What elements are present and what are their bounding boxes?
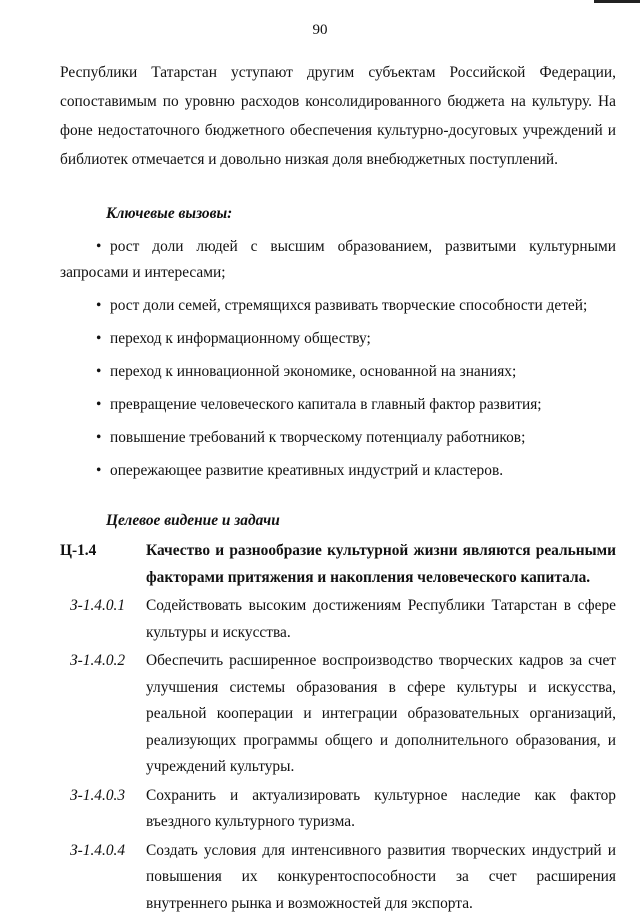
list-item (60, 458, 616, 484)
target-heading: Целевое видение и задачи (106, 512, 280, 529)
task-row (60, 648, 616, 781)
bullet-icon: • (96, 462, 102, 479)
document-body (60, 58, 616, 919)
goal-code: Ц-1.4 (60, 542, 97, 559)
task-code: З-1.4.0.4 (70, 841, 126, 859)
list-item-text: переход к информационному обществу; (110, 330, 371, 347)
goal-text: Качество и разнообразие культурной жизни являются реальными факторами притяжения и накопления человеческого капитала. (146, 542, 616, 586)
list-item-text: повышение требований к творческому потенциалу работников; (110, 429, 526, 446)
list-item-text: превращение человеческого капитала в главный фактор развития; (110, 396, 542, 413)
task-text: Содействовать высоким достижениям Республики Татарстан в сфере культуры и искусства. (146, 597, 616, 641)
list-item (60, 425, 616, 451)
task-row (60, 838, 616, 918)
bullet-icon: • (96, 429, 102, 446)
intro-paragraph: Республики Татарстан уступают другим субъектам Российской Федерации, сопоставимым по уровню расходов консолидированного бюджета на культуру. На фоне недостаточного бюджетного обеспечения культурно-досуговых учреждений и библиотек отмечается и довольно низкая доля внебюджетных поступлений. (60, 64, 616, 168)
list-item (60, 234, 616, 286)
list-item-text: рост доли людей с высшим образованием, развитыми культурными запросами и интересами; (60, 238, 616, 281)
task-text: Сохранить и актуализировать культурное наследие как фактор въездного культурного туризма. (146, 786, 616, 830)
list-item (60, 326, 616, 352)
bullet-icon: • (96, 330, 102, 347)
task-code: З-1.4.0.2 (70, 652, 126, 669)
bullet-icon: • (96, 396, 102, 413)
challenges-list (60, 234, 616, 484)
bullet-icon: • (96, 238, 102, 255)
list-item (60, 293, 616, 319)
goal-row (60, 538, 616, 591)
list-item (60, 392, 616, 418)
list-item-text: опережающее развитие креативных индустрий и кластеров. (110, 462, 504, 479)
task-row (60, 783, 616, 836)
task-text: Создать условия для интенсивного развития творческих индустрий и повышения их конкурентоспособности за счет расширения внутреннего рынка и возможностей для экспорта. (146, 841, 616, 912)
task-code: З-1.4.0.1 (70, 597, 126, 614)
task-text: Обеспечить расширенное воспроизводство творческих кадров за счет улучшения системы образования в сфере культуры и искусства, реальной кооперации и интеграции образовательных организаций, реализующих программы общего и дополнительного образования, и учреждений культуры. (146, 652, 616, 775)
bullet-icon: • (96, 297, 102, 314)
bullet-icon: • (96, 363, 102, 380)
challenges-heading: Ключевые вызовы: (106, 205, 233, 222)
list-item-text: переход к инновационной экономике, основанной на знаниях; (110, 363, 517, 380)
page-number: 90 (312, 22, 328, 38)
task-row (60, 593, 616, 646)
scan-corner-mark (594, 0, 640, 3)
list-item (60, 359, 616, 385)
task-code: З-1.4.0.3 (70, 786, 126, 804)
list-item-text: рост доли семей, стремящихся развивать творческие способности детей; (110, 297, 588, 314)
